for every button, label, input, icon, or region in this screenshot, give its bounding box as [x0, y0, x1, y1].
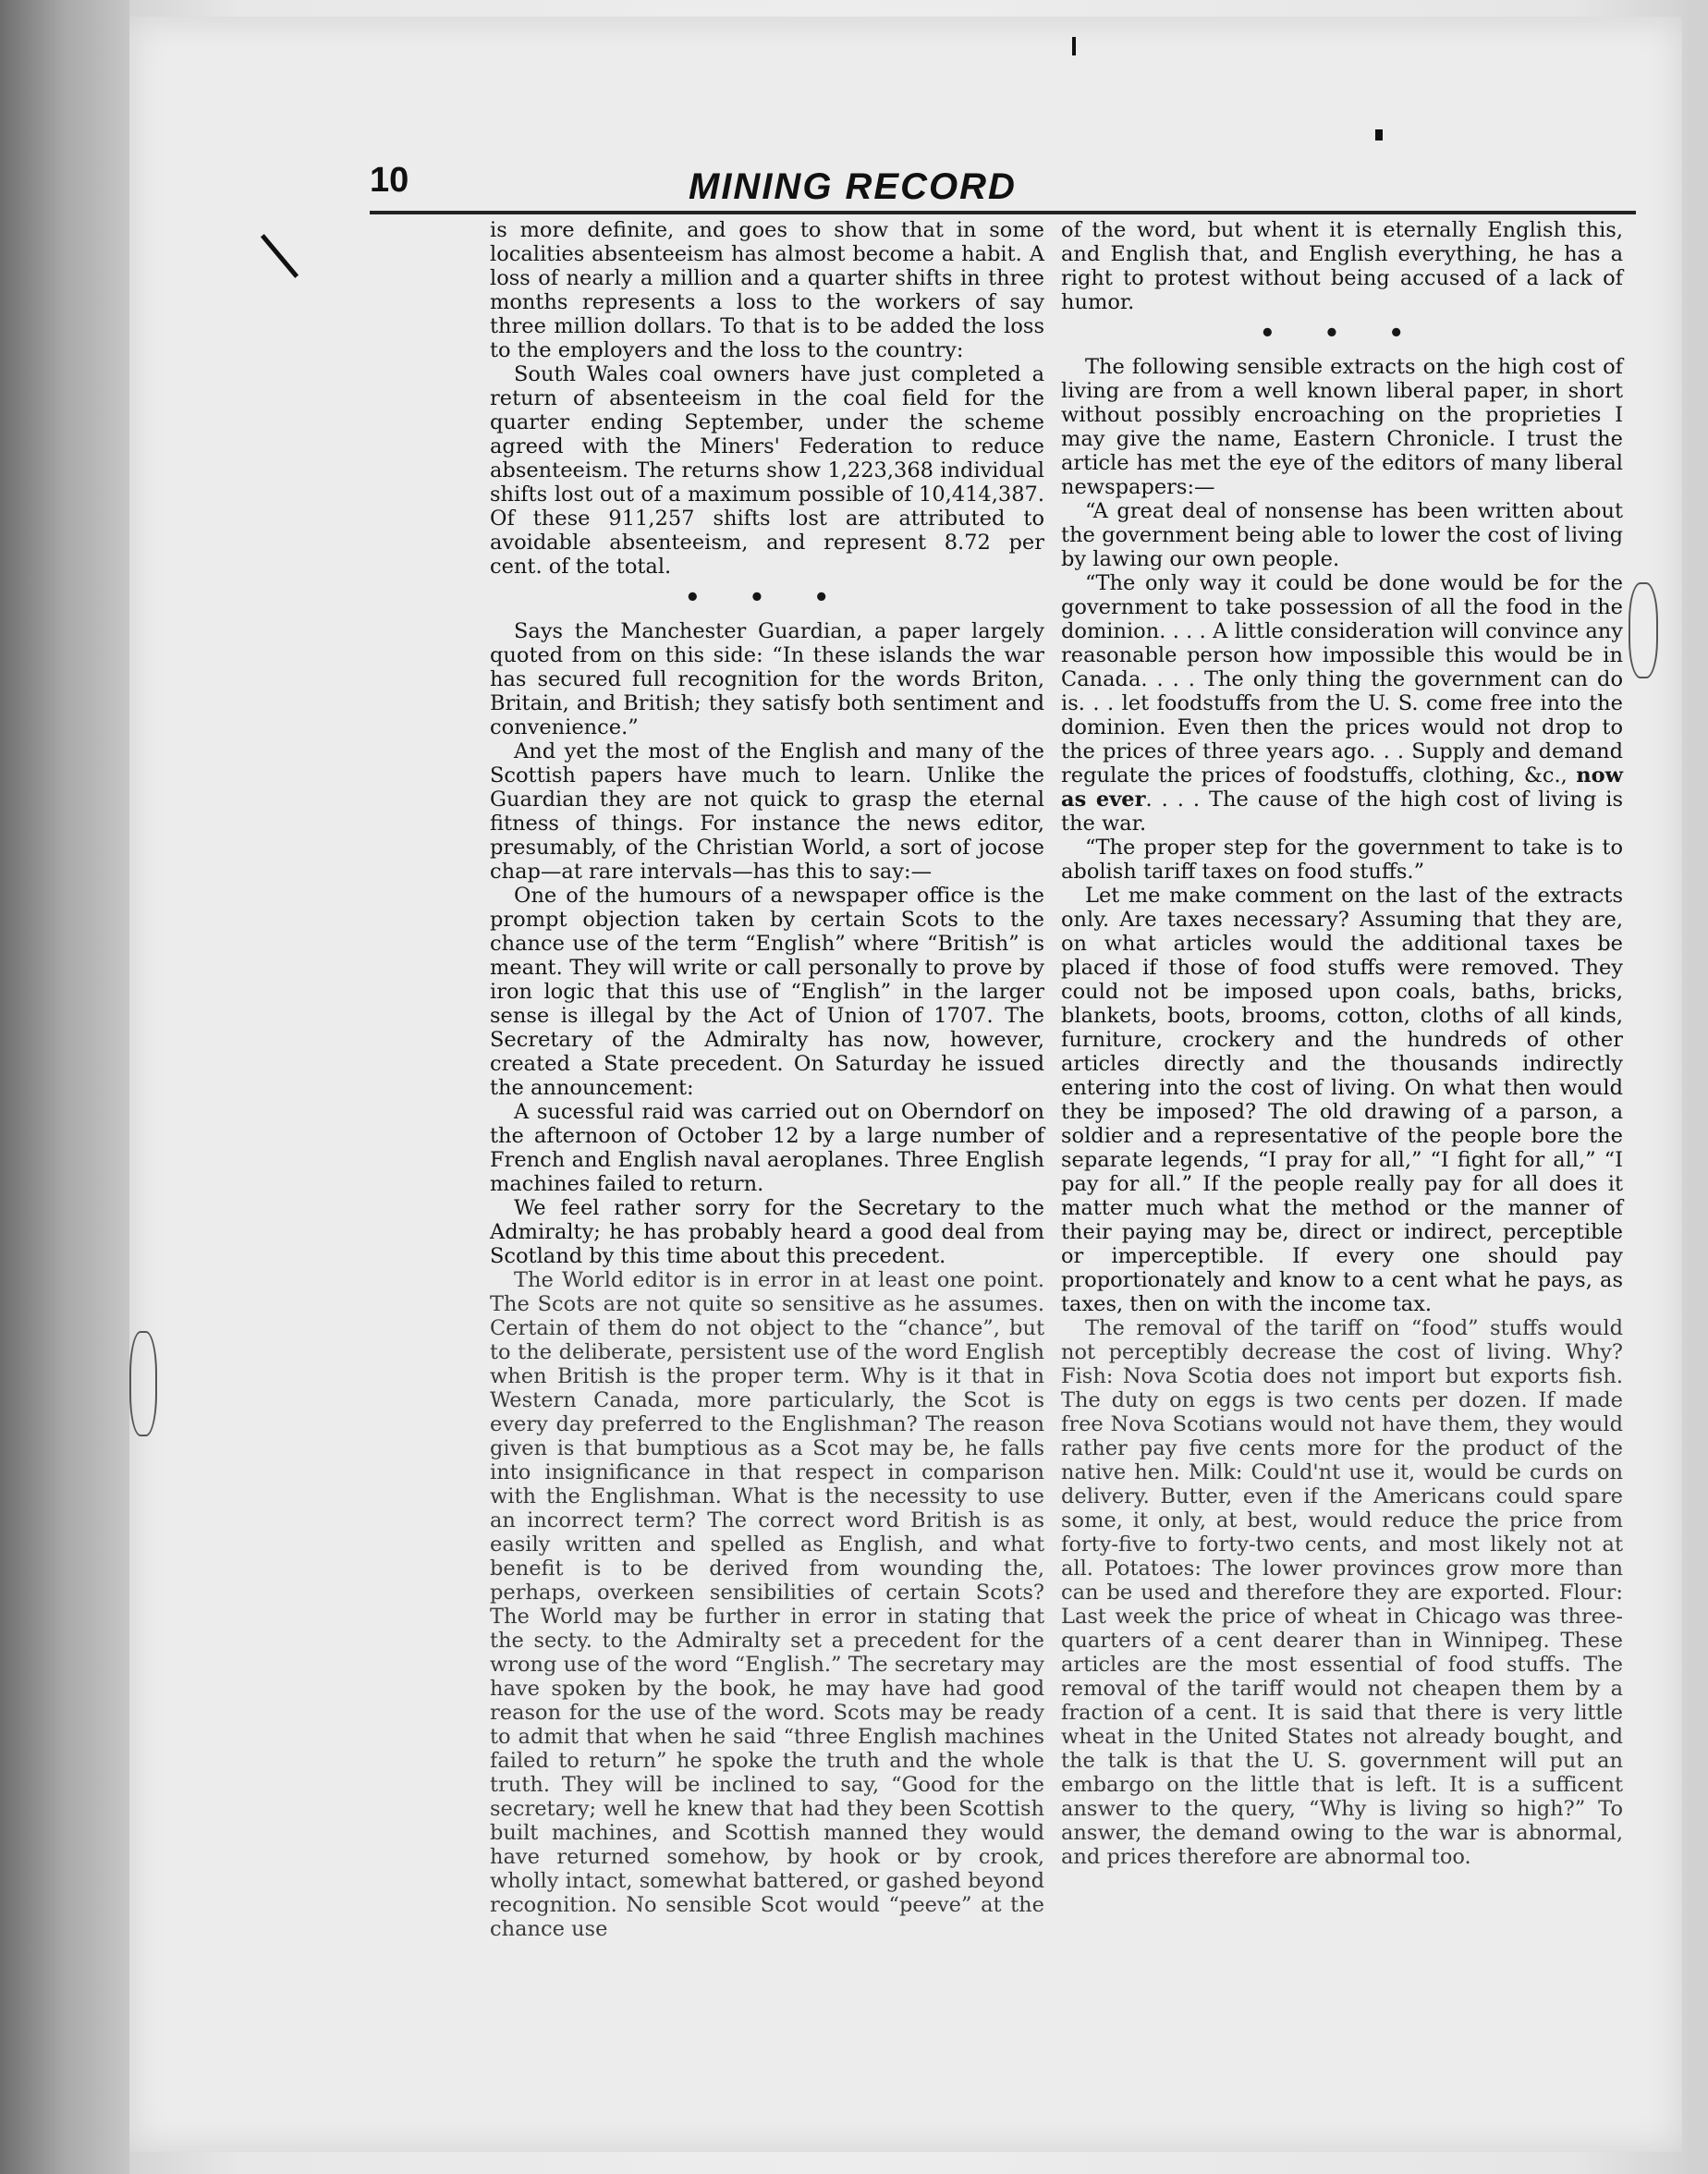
quote-text: “The only way it could be done would be for the government to take possession of all the food in the dominion. . . . A little consideration will convince any reasonable person how impossible this would be in Canada. . . . The only thing the government can do is. . . let foodstuffs from the U. S. come free into the dominion. Even then the prices would not drop to the prices of three years ago. . . Supply and demand regulate the prices of foodstuffs, clothing, &c.,: [1061, 571, 1623, 788]
header-rule: [370, 211, 1636, 214]
section-separator: • • •: [685, 584, 849, 612]
paragraph: Says the Manchester Guardian, a paper largely quoted from on this side: “In these islands the war has secured full recognition for the words Briton, Britain, and British; they satisfy both sentiment and convenience.”: [490, 619, 1044, 739]
right-column: [1061, 218, 1623, 1869]
paragraph: The following sensible extracts on the high cost of living are from a well known liberal paper, in short without possibly encroaching on the proprieties I may give the name, Eastern Chronicle. I trust the article has met the eye of the editors of many liberal newspapers:—: [1061, 355, 1623, 499]
left-column: [490, 218, 1044, 1941]
paragraph: Let me make comment on the last of the extracts only. Are taxes necessary? Assuming that they are, on what articles would the additional taxes be placed if those of food stuffs were removed. They could not be imposed upon coals, baths, bricks, blankets, boots, brooms, cotton, cloths of all kinds, furniture, crockery and the hundreds of other articles directly and the thousands indirectly entering into the cost of living. On what then would they be imposed? The old drawing of a parson, a soldier and a representative of the people bore the separate legends, “I pray for all,” “I fight for all,” “I pay for all.” If the people really pay for all does it matter much what the method or the manner of their paying may be, direct or indirect, perceptible or imperceptible. If every one should pay proportionately and know to a cent what he pays, as taxes, then on with the income tax.: [1061, 884, 1623, 1316]
quoted-paragraph: “The proper step for the government to take is to abolish tariff taxes on food stuffs.”: [1061, 836, 1623, 884]
bold-phrase: now as ever: [1061, 763, 1623, 812]
page-left-edge: [0, 0, 129, 2174]
quote-text: . . . . The cause of the high cost of living is the war.: [1061, 788, 1624, 836]
quoted-paragraph: “A great deal of nonsense has been written about the government being able to lower the cost of living by lawing our own people.: [1061, 499, 1623, 571]
paragraph: A sucessful raid was carried out on Oberndorf on the afternoon of October 12 by a large number of French and English naval aeroplanes. Three English machines failed to return.: [490, 1100, 1044, 1196]
section-separator: • • •: [1260, 320, 1424, 348]
running-title: MINING RECORD: [689, 166, 1017, 207]
pencil-scribble-mark: [129, 1331, 157, 1436]
ink-speck-mark: [1072, 37, 1076, 55]
pencil-scribble-mark: [1629, 582, 1658, 678]
ink-speck-mark: [1375, 129, 1383, 140]
paragraph: The World editor is in error in at least one point. The Scots are not quite so sensitive as he assumes. Certain of them do not object to the “chance”, but to the deliberate, persistent use of the word English when British is the proper term. Why is it that in Western Canada, more particularly, the Scot is every day preferred to the Englishman? The reason given is that bumptious as a Scot may be, he falls into insignificance in that respect in comparison with the Englishman. What is the necessity to use an incorrect term? The correct word British is as easily written and spelled as English, and what benefit is to be derived from wounding the, perhaps, overkeen sensibilities of certain Scots? The World may be further in error in stating that the secty. to the Admiralty set a precedent for the wrong use of the word “English.” The secretary may have spoken by the book, he may have had good reason for the use of the word. Scots may be ready to admit that when he said “three English machines failed to return” he spoke the truth and the whole truth. They will be inclined to say, “Good for the secretary; well he knew that had they been Scottish built machines, and Scottish manned they would have returned somehow, by hook or by crook, wholly intact, somewhat battered, or gashed beyond recognition. No sensible Scot would “peeve” at the chance use: [490, 1268, 1044, 1941]
page-header: [370, 157, 1636, 226]
paragraph: of the word, but whent it is eternally English this, and English that, and English everything, he has a right to protest without being accused of a lack of humor.: [1061, 218, 1623, 314]
quoted-paragraph: [1061, 571, 1623, 836]
paragraph: South Wales coal owners have just completed a return of absenteeism in the coal field for the quarter ending September, under the scheme agreed with the Miners' Federation to reduce absenteeism. The returns show 1,223,368 individual shifts lost out of a maximum possible of 10,414,387. Of these 911,257 shifts lost are attributed to avoidable absenteeism, and represent 8.72 per cent. of the total.: [490, 362, 1044, 579]
page-number: 10: [370, 161, 409, 200]
paragraph: One of the humours of a newspaper office is the prompt objection taken by certain Scots to the chance use of the term “English” where “British” is meant. They will write or call personally to prove by iron logic that this use of “English” in the larger sense is illegal by the Act of Union of 1707. The Secretary of the Admiralty has now, however, created a State precedent. On Saturday he issued the announcement:: [490, 884, 1044, 1100]
paragraph: The removal of the tariff on “food” stuffs would not perceptibly decrease the cost of living. Why? Fish: Nova Scotia does not import but exports fish. The duty on eggs is two cents per dozen. If made free Nova Scotians would not have them, they would rather pay five cents more for the product of the native hen. Milk: Could'nt use it, would be curds on delivery. Butter, even if the Americans could spare some, it only, at best, would reduce the price from forty-five to forty-two cents, and most likely not at all. Potatoes: The lower provinces grow more than can be used and therefore they are exported. Flour: Last week the price of wheat in Chicago was three-quarters of a cent dearer than in Winnipeg. These articles are the most essential of food stuffs. The removal of the tariff would not cheapen them by a fraction of a cent. It is said that there is very little wheat in the United States not already bought, and the talk is that the U. S. government will put an embargo on the little that is left. It is a sufficent answer to the query, “Why is living so high?” To answer, the demand owing to the war is abnormal, and prices therefore are abnormal too.: [1061, 1316, 1623, 1869]
paragraph: We feel rather sorry for the Secretary to the Admiralty; he has probably heard a good deal from Scotland by this time about this precedent.: [490, 1196, 1044, 1268]
paragraph: is more definite, and goes to show that in some localities absenteeism has almost become a habit. A loss of nearly a million and a quarter shifts in three months represents a loss to the workers of say three million dollars. To that is to be added the loss to the employers and the loss to the country:: [490, 218, 1044, 362]
paragraph: And yet the most of the English and many of the Scottish papers have much to learn. Unlike the Guardian they are not quick to grasp the eternal fitness of things. For instance the news editor, presumably, of the Christian World, a sort of jocose chap—at rare intervals—has this to say:—: [490, 739, 1044, 884]
